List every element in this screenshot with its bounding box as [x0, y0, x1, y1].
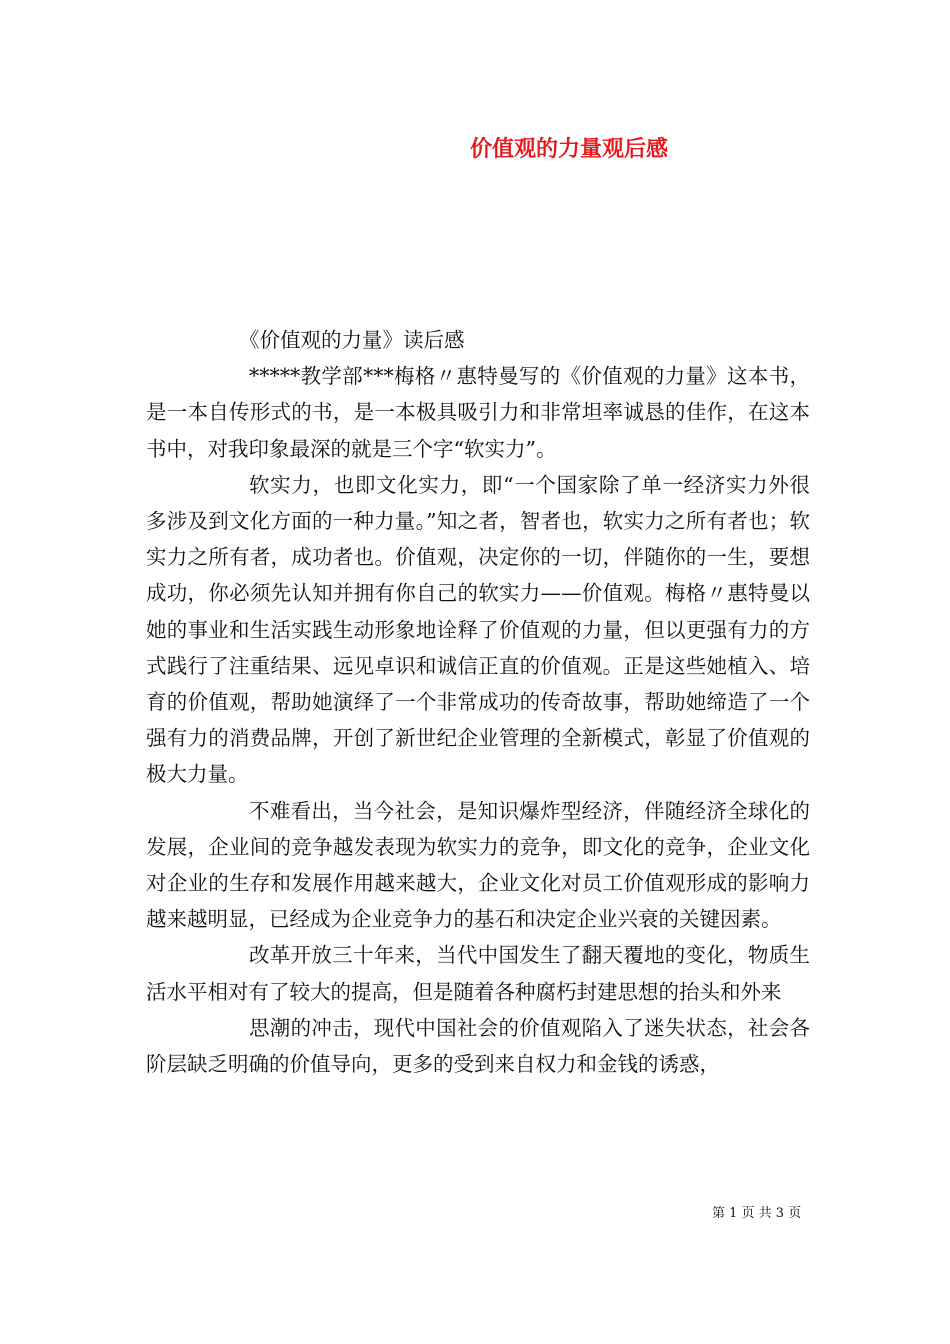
document-body — [146, 322, 810, 1082]
document-title: 价值观的力量观后感 — [470, 136, 669, 162]
paragraph: *****教学部***梅格〃惠特曼写的《价值观的力量》这本书，是一本自传形式的书，是一本极具吸引力和非常坦率诚恳的佳作，在这本书中，对我印象最深的就是三个字“软实力”。 — [146, 364, 810, 461]
paragraph: 不难看出，当今社会，是知识爆炸型经济，伴随经济全球化的发展，企业间的竞争越发表现为软实力的竞争，即文化的竞争，企业文化对企业的生存和发展作用越来越大，企业文化对员工价值观形成的影响力越来越明显，已经成为企业竞争力的基石和决定企业兴衰的关键因素。 — [146, 798, 810, 932]
paragraph: 改革开放三十年来，当代中国发生了翻天覆地的变化，物质生活水平相对有了较大的提高，但是随着各种腐朽封建思想的抬头和外来 — [146, 943, 810, 1004]
paragraph: 软实力，也即文化实力，即“一个国家除了单一经济实力外很多涉及到文化方面的一种力量。”知之者，智者也，软实力之所有者也；软实力之所有者，成功者也。价值观，决定你的一切，伴随你的一生，要想成功，你必须先认知并拥有你自己的软实力——价值观。梅格〃惠特曼以她的事业和生活实践生动形象地诠释了价值观的力量，但以更强有力的方式践行了注重结果、远见卓识和诚信正直的价值观。正是这些她植入、培育的价值观，帮助她演绎了一个非常成功的传奇故事，帮助她缔造了一个强有力的消费品牌，开创了新世纪企业管理的全新模式，彰显了价值观的极大力量。 — [146, 472, 810, 787]
page-number-footer: 第 1 页 共 3 页 — [712, 1206, 802, 1221]
paragraph: 思潮的冲击，现代中国社会的价值观陷入了迷失状态，社会各阶层缺乏明确的价值导向，更多的受到来自权力和金钱的诱惑， — [146, 1015, 810, 1077]
document-subtitle: 《价值观的力量》读后感 — [239, 328, 465, 352]
